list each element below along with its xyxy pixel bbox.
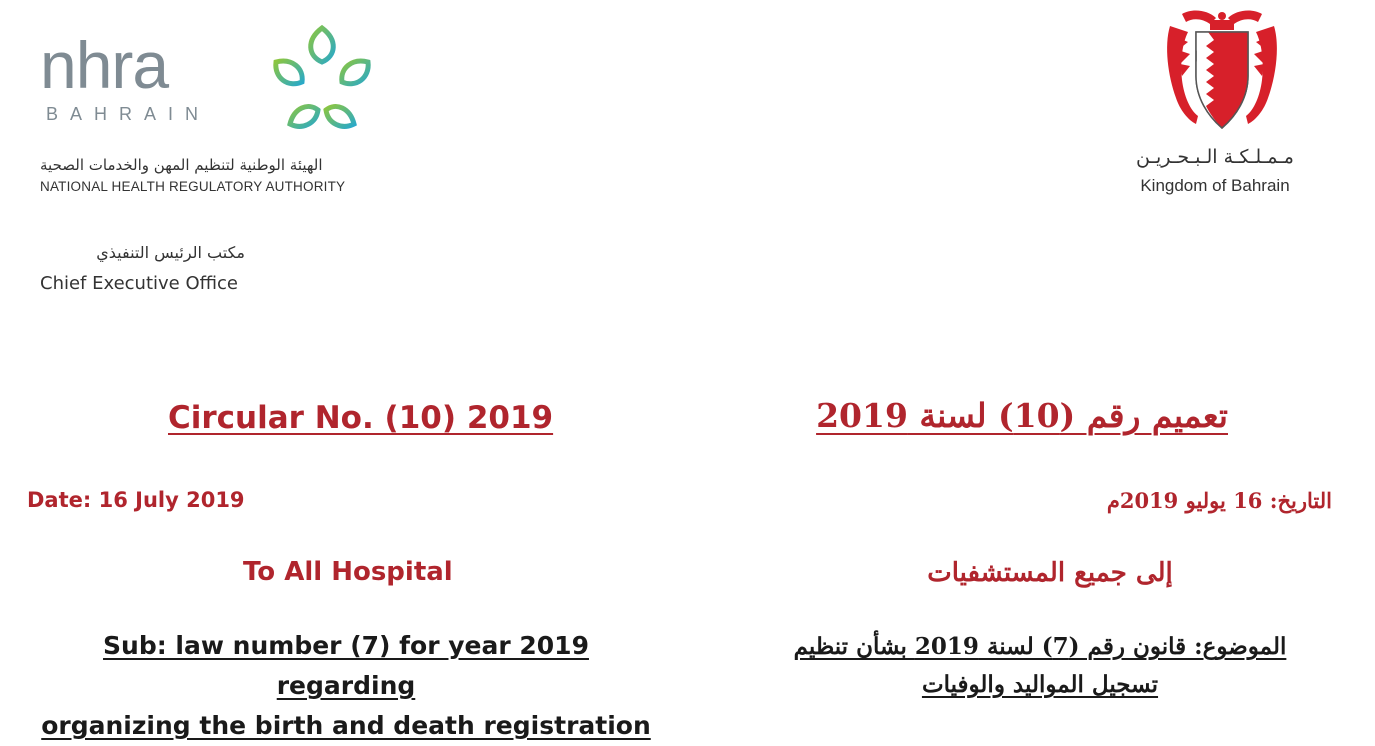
subject-english-line-1: Sub: law number (7) for year 2019 regarding xyxy=(103,631,589,700)
circular-title-arabic: تعميم رقم (10) لسنة 2019 xyxy=(816,396,1228,435)
bahrain-coat-of-arms-icon xyxy=(1162,6,1282,136)
kingdom-name-arabic: مـمـلـكـة الـبـحـريـن xyxy=(1135,146,1294,168)
subject-arabic xyxy=(770,628,1310,704)
nhra-flower-logo-icon xyxy=(258,16,386,144)
circular-title-english: Circular No. (10) 2019 xyxy=(168,400,554,436)
recipient-english: To All Hospital xyxy=(243,557,453,587)
office-name-english: Chief Executive Office xyxy=(40,273,239,294)
nhra-name-english: NATIONAL HEALTH REGULATORY AUTHORITY xyxy=(40,179,346,194)
office-name-arabic: مكتب الرئيس التنفيذي xyxy=(96,243,245,262)
nhra-wordmark: nhra xyxy=(40,28,169,102)
subject-arabic-line-1: الموضوع: قانون رقم (7) لسنة 2019 بشأن تنظيم xyxy=(793,633,1287,660)
date-english: Date: 16 July 2019 xyxy=(27,488,245,512)
date-arabic: التاريخ: 16 يوليو 2019م xyxy=(1106,488,1332,513)
kingdom-name-english: Kingdom of Bahrain xyxy=(1140,176,1290,195)
subject-arabic-line-2: تسجيل المواليد والوفيات xyxy=(921,671,1159,698)
subject-english xyxy=(40,626,652,746)
nhra-country-label: BAHRAIN xyxy=(46,104,211,124)
nhra-name-arabic: الهيئة الوطنية لتنظيم المهن والخدمات الصحية xyxy=(40,156,323,174)
subject-english-line-2: organizing the birth and death registration xyxy=(41,711,651,740)
recipient-arabic: إلى جميع المستشفيات xyxy=(927,558,1173,588)
